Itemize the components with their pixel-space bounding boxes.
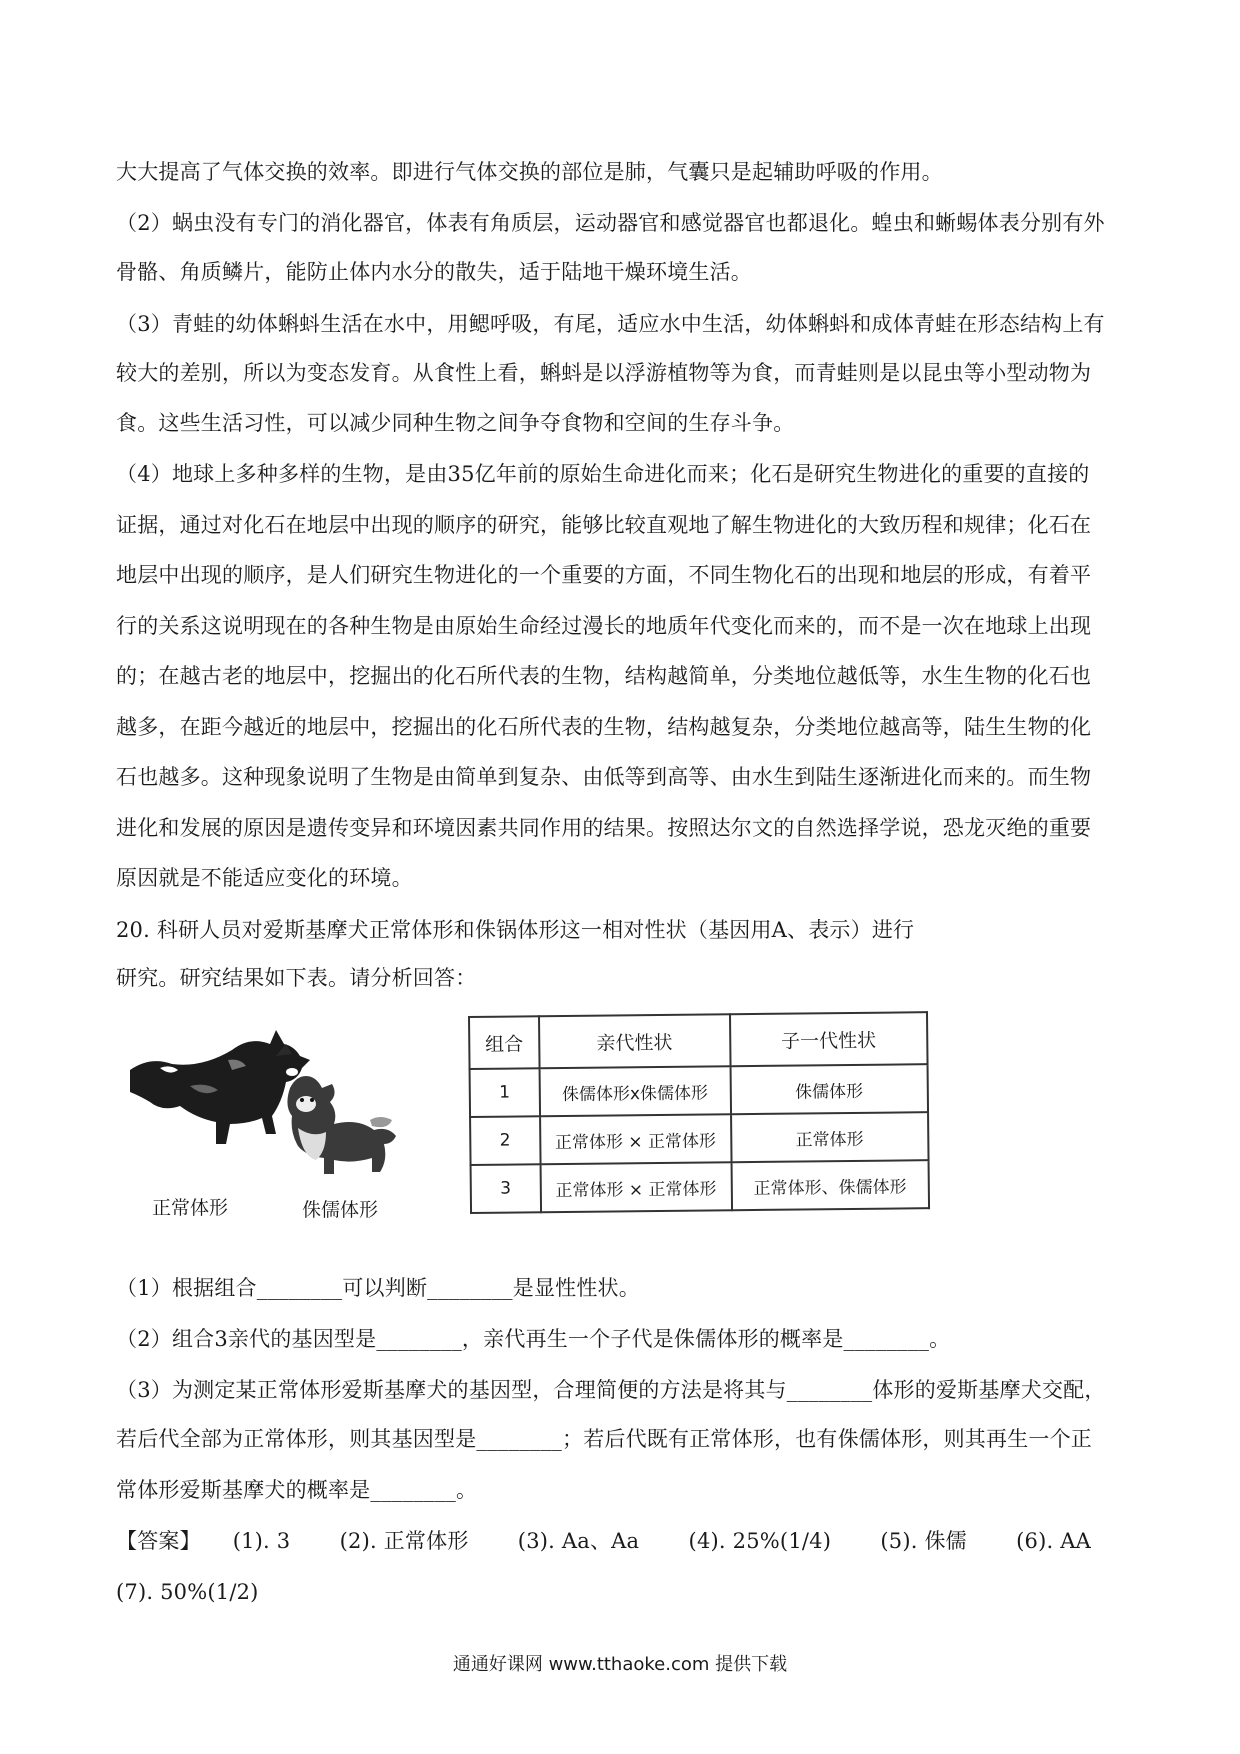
question-3-line-2: 若后代全部为正常体形，则其基因型是________；若后代既有正常体形，也有侏儒体形，则其再生一个正 [116, 1427, 1092, 1451]
paragraph-line: 的；在越古老的地层中，挖掘出的化石所代表的生物，结构越简单，分类地位越低等，水生生物的化石也 [116, 664, 1092, 688]
table-header-row [469, 1012, 928, 1069]
question-1: （1）根据组合________可以判断________是显性性状。 [116, 1276, 640, 1300]
dwarf-dog-label: 侏儒体形 [302, 1199, 379, 1221]
paragraph-line: 食。这些生活习性，可以减少同种生物之间争夺食物和空间的生存斗争。 [116, 411, 795, 435]
paragraph-line: （3）青蛙的幼体蝌蚪生活在水中，用鳃呼吸，有尾，适应水中生活，幼体蝌蚪和成体青蛙在形态结构上有 [116, 312, 1105, 336]
cell-parent: 正常体形 × 正常体形 [540, 1162, 731, 1212]
question-stem: 20. 科研人员对爱斯基摩犬正常体形和侏锅体形这一相对性状（基因用A、表示）进行 [116, 918, 915, 942]
paragraph-line: 原因就是不能适应变化的环境。 [116, 866, 413, 890]
paragraph-line: 骨骼、角质鳞片，能防止体内水分的散失，适于陆地干燥环境生活。 [116, 260, 752, 284]
paragraph-line: 行的关系这说明现在的各种生物是由原始生命经过漫长的地质年代变化而来的，而不是一次在地球上出现 [116, 614, 1092, 638]
paragraph-line: 证据，通过对化石在地层中出现的顺序的研究，能够比较直观地了解生物进化的大致历程和规律；化石在 [116, 513, 1092, 537]
paragraph-line: 进化和发展的原因是遗传变异和环境因素共同作用的结果。按照达尔文的自然选择学说，恐龙灭绝的重要 [116, 816, 1092, 840]
paragraph-line: 石也越多。这种现象说明了生物是由简单到复杂、由低等到高等、由水生到陆生逐渐进化而来的。而生物 [116, 765, 1092, 789]
cell-parent: 正常体形 × 正常体形 [540, 1114, 731, 1164]
question-stem: 研究。研究结果如下表。请分析回答： [116, 966, 477, 990]
cell-offspring: 侏儒体形 [730, 1064, 928, 1114]
paragraph-line: （2）蜗虫没有专门的消化器官，体表有角质层，运动器官和感觉器官也都退化。蝗虫和蜥蜴体表分别有外 [116, 211, 1105, 235]
header-group: 组合 [469, 1016, 539, 1069]
answer-line-2: (7). 50%(1/2) [116, 1580, 259, 1604]
table-row [470, 1112, 928, 1165]
normal-dog-label: 正常体形 [152, 1197, 229, 1219]
cell-offspring: 正常体形、侏儒体形 [731, 1160, 929, 1210]
cell-parent: 侏儒体形x侏儒体形 [539, 1066, 730, 1116]
dwarf-dog-image [287, 1076, 396, 1174]
page-footer: 通通好课网 www.tthaoke.com 提供下载 [452, 1654, 788, 1675]
cross-results-table [468, 1011, 930, 1214]
cell-offspring: 正常体形 [731, 1112, 929, 1162]
question-3-line-1: （3）为测定某正常体形爱斯基摩犬的基因型，合理简便的方法是将其与________体形的爱斯基摩犬交配， [116, 1378, 1106, 1402]
table-row [471, 1160, 929, 1213]
header-parent-trait: 亲代性状 [539, 1014, 730, 1068]
header-offspring-trait: 子一代性状 [730, 1012, 928, 1066]
answer-line-1: 【答案】 (1). 3 (2). 正常体形 (3). Aa、Aa (4). 25%(1/4) (5). 侏儒 (6). AA [116, 1529, 1091, 1553]
table-row [470, 1064, 928, 1117]
paragraph-line: （4）地球上多种多样的生物，是由35亿年前的原始生命进化而来；化石是研究生物进化的重要的直接的 [116, 462, 1090, 486]
cell-group: 3 [471, 1164, 541, 1213]
question-3-line-3: 常体形爱斯基摩犬的概率是________。 [116, 1478, 478, 1502]
paragraph-line: 地层中出现的顺序，是人们研究生物进化的一个重要的方面，不同生物化石的出现和地层的形成，有着平 [116, 563, 1092, 587]
question-2: （2）组合3亲代的基因型是________，亲代再生一个子代是侏儒体形的概率是________。 [116, 1327, 951, 1351]
dog-figure [120, 1000, 460, 1230]
paragraph-line: 较大的差别，所以为变态发育。从食性上看，蝌蚪是以浮游植物等为食，而青蛙则是以昆虫等小型动物为 [116, 361, 1092, 385]
cell-group: 2 [470, 1116, 540, 1165]
paragraph-line: 大大提高了气体交换的效率。即进行气体交换的部位是肺，气囊只是起辅助呼吸的作用。 [116, 160, 943, 184]
cell-group: 1 [470, 1068, 540, 1117]
normal-dog-image [130, 1030, 310, 1144]
paragraph-line: 越多，在距今越近的地层中，挖掘出的化石所代表的生物，结构越复杂，分类地位越高等，陆生生物的化 [116, 715, 1092, 739]
